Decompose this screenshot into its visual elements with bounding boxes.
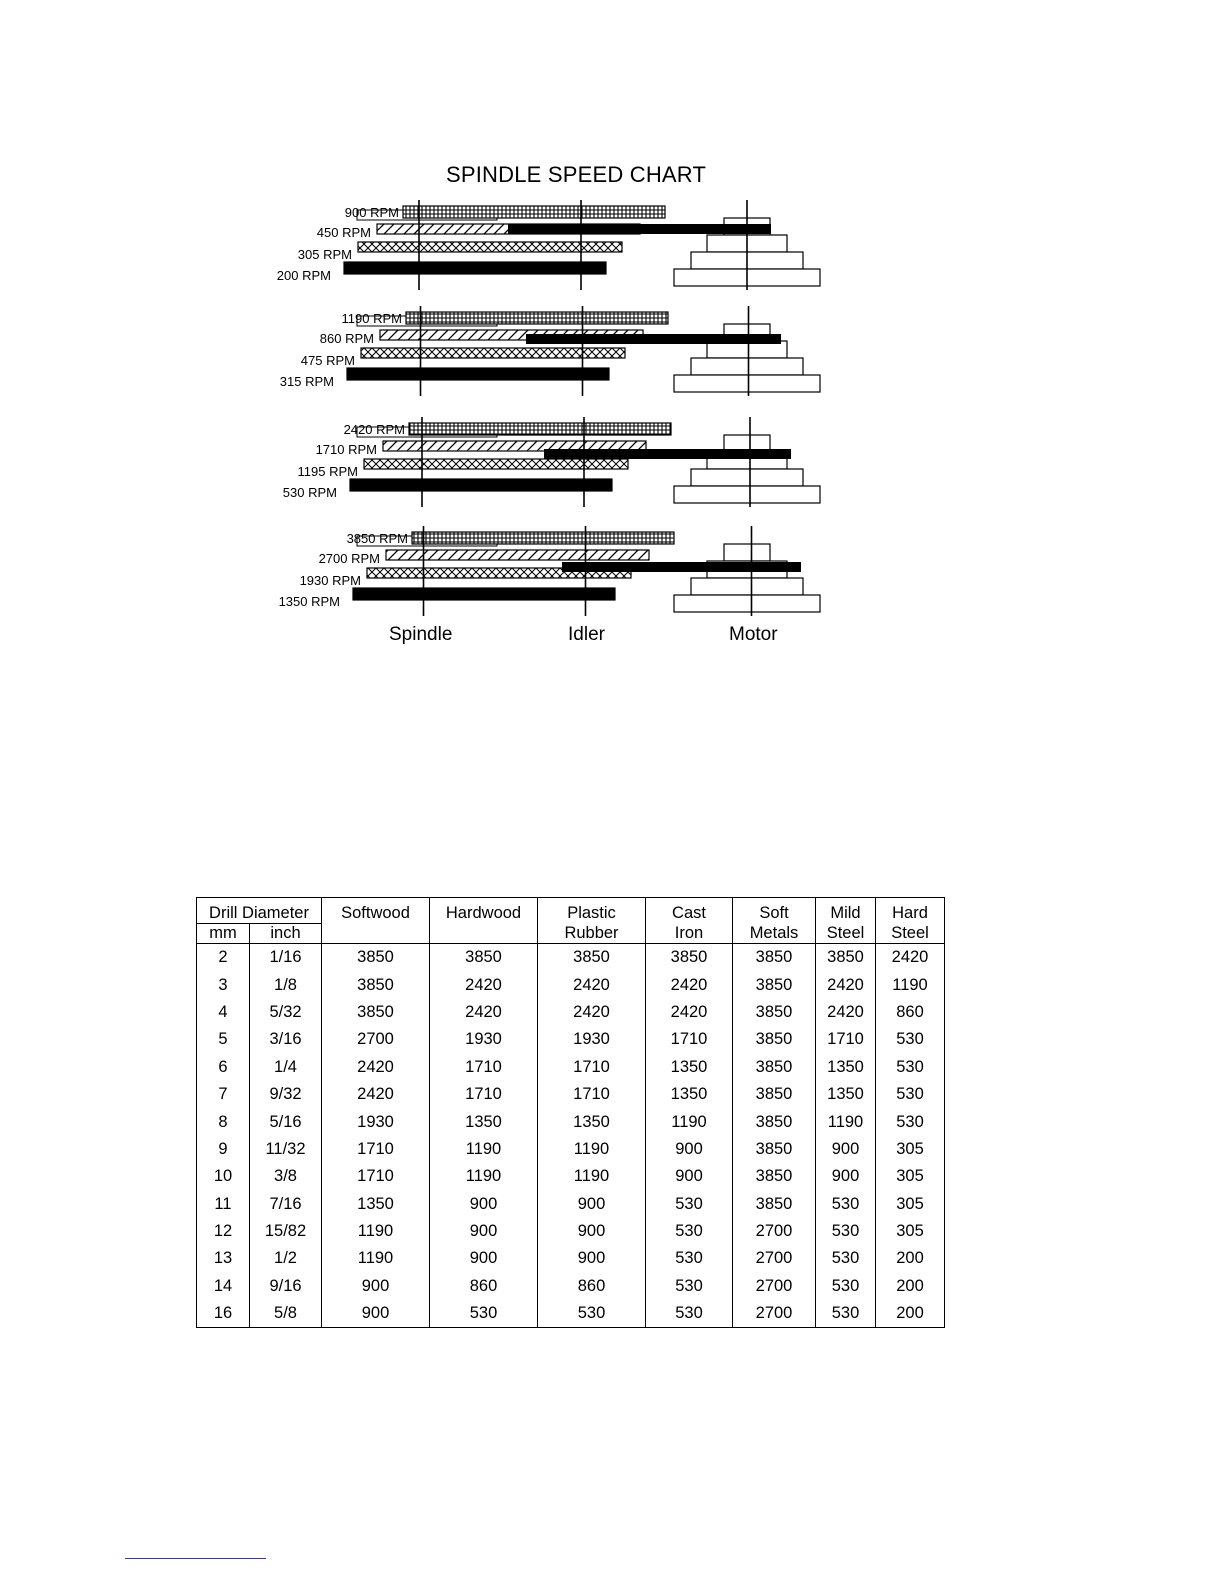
table-cell: 5/16 [250, 1108, 322, 1135]
table-cell: 9/16 [250, 1273, 322, 1300]
table-cell: 6 [197, 1054, 250, 1081]
table-cell: 200 [876, 1300, 945, 1328]
table-cell: 900 [322, 1300, 430, 1328]
table-cell: 305 [876, 1218, 945, 1245]
table-cell: 900 [430, 1191, 538, 1218]
header-soft: Soft [733, 898, 816, 924]
table-cell: 900 [322, 1273, 430, 1300]
table-cell: 3850 [322, 999, 430, 1026]
table-cell: 1710 [816, 1026, 876, 1053]
table-cell: 1350 [646, 1054, 733, 1081]
table-cell: 3850 [733, 1081, 816, 1108]
rpm-label: 1930 RPM [299, 573, 361, 588]
table-cell: 530 [876, 1081, 945, 1108]
belt-speed-diagram [0, 0, 1224, 700]
table-cell: 900 [816, 1136, 876, 1163]
table-cell: 1190 [538, 1136, 646, 1163]
table-cell: 3850 [816, 944, 876, 972]
rpm-label: 305 RPM [297, 247, 352, 262]
table-cell: 2420 [646, 999, 733, 1026]
table-cell: 2420 [430, 971, 538, 998]
table-cell: 530 [646, 1300, 733, 1328]
table-cell: 900 [646, 1163, 733, 1190]
chart-title: SPINDLE SPEED CHART [446, 162, 707, 187]
table-cell: 900 [430, 1218, 538, 1245]
table-cell: 900 [538, 1245, 646, 1272]
table-cell: 1190 [646, 1108, 733, 1135]
table-cell: 530 [816, 1245, 876, 1272]
table-row [197, 1191, 945, 1218]
motor-pulley-step [691, 578, 803, 595]
table-cell: 3850 [430, 944, 538, 972]
table-cell: 1350 [430, 1108, 538, 1135]
belt-bar [409, 423, 671, 435]
motor-pulley-step [691, 358, 803, 375]
table-cell: 1930 [430, 1026, 538, 1053]
motor-pulley-step [674, 375, 820, 392]
header-hard: Hard [876, 898, 945, 924]
table-cell: 11 [197, 1191, 250, 1218]
table-cell: 530 [816, 1273, 876, 1300]
table-cell: 1350 [646, 1081, 733, 1108]
table-cell: 530 [876, 1054, 945, 1081]
table-cell: 530 [876, 1108, 945, 1135]
table-cell: 3850 [538, 944, 646, 972]
rpm-label: 900 RPM [344, 205, 399, 220]
table-cell: 1190 [816, 1108, 876, 1135]
table-cell: 3/8 [250, 1163, 322, 1190]
axis-label-spindle: Spindle [389, 624, 453, 645]
table-cell: 1190 [430, 1163, 538, 1190]
table-cell: 3850 [733, 1191, 816, 1218]
motor-pulley-step [674, 486, 820, 503]
table-row [197, 1218, 945, 1245]
belt-bar [344, 262, 606, 274]
table-cell: 2700 [733, 1245, 816, 1272]
header-hard-steel: Steel [876, 924, 945, 944]
table-cell: 530 [876, 1026, 945, 1053]
table-cell: 7 [197, 1081, 250, 1108]
table-row [197, 1054, 945, 1081]
table-cell: 200 [876, 1273, 945, 1300]
rpm-label: 3850 RPM [346, 531, 408, 546]
header-iron: Iron [646, 924, 733, 944]
table-cell: 15/82 [250, 1218, 322, 1245]
table-cell: 2700 [733, 1273, 816, 1300]
table-cell: 530 [646, 1191, 733, 1218]
table-cell: 3850 [733, 1054, 816, 1081]
table-cell: 2700 [733, 1218, 816, 1245]
table-cell: 2420 [646, 971, 733, 998]
table-cell: 200 [876, 1245, 945, 1272]
table-cell: 860 [538, 1273, 646, 1300]
motor-pulley-step [724, 544, 770, 561]
table-cell: 7/16 [250, 1191, 322, 1218]
table-cell: 530 [816, 1218, 876, 1245]
table-cell: 3850 [646, 944, 733, 972]
table-cell: 1930 [538, 1026, 646, 1053]
table-cell: 1/8 [250, 971, 322, 998]
rpm-label: 1710 RPM [315, 442, 377, 457]
table-cell: 530 [646, 1273, 733, 1300]
motor-pulley-step [674, 595, 820, 612]
belt-bar [361, 348, 625, 358]
table-row [197, 1273, 945, 1300]
table-row [197, 1081, 945, 1108]
table-cell: 1190 [538, 1163, 646, 1190]
table-cell: 1350 [322, 1191, 430, 1218]
table-cell: 14 [197, 1273, 250, 1300]
header-rubber: Rubber [538, 924, 646, 944]
table-cell: 1710 [322, 1136, 430, 1163]
table-cell: 2420 [322, 1081, 430, 1108]
rpm-label: 2700 RPM [318, 551, 380, 566]
belt-bar [403, 206, 665, 218]
rpm-label: 1350 RPM [278, 594, 340, 609]
belt-bar [386, 550, 649, 560]
header-softwood: Softwood [322, 898, 430, 944]
header-mild: Mild [816, 898, 876, 924]
table-cell: 1190 [322, 1245, 430, 1272]
table-cell: 3850 [322, 971, 430, 998]
header-inch: inch [250, 924, 322, 944]
header-mild-steel: Steel [816, 924, 876, 944]
table-cell: 2420 [816, 971, 876, 998]
table-cell: 3850 [733, 971, 816, 998]
table-row [197, 999, 945, 1026]
table-row [197, 1108, 945, 1135]
table-cell: 2 [197, 944, 250, 972]
rpm-label: 2420 RPM [343, 422, 405, 437]
table-cell: 13 [197, 1245, 250, 1272]
table-cell: 1710 [646, 1026, 733, 1053]
table-cell: 5/8 [250, 1300, 322, 1328]
table-cell: 2420 [876, 944, 945, 972]
table-cell: 16 [197, 1300, 250, 1328]
belt-bar [358, 242, 622, 252]
table-cell: 530 [646, 1245, 733, 1272]
table-cell: 305 [876, 1163, 945, 1190]
table-cell: 900 [646, 1136, 733, 1163]
table-cell: 1350 [538, 1108, 646, 1135]
table-cell: 9/32 [250, 1081, 322, 1108]
rpm-label: 200 RPM [276, 268, 331, 283]
table-row [197, 971, 945, 998]
table-cell: 305 [876, 1136, 945, 1163]
table-cell: 1710 [322, 1163, 430, 1190]
table-cell: 3850 [733, 1136, 816, 1163]
motor-pulley-step [691, 469, 803, 486]
rpm-label: 1190 RPM [341, 311, 402, 326]
belt-bar [350, 479, 612, 491]
table-cell: 1190 [876, 971, 945, 998]
rpm-label: 1195 RPM [297, 464, 358, 479]
table-cell: 1710 [430, 1081, 538, 1108]
table-cell: 5/32 [250, 999, 322, 1026]
motor-belt [508, 224, 771, 234]
motor-belt [526, 334, 781, 344]
table-cell: 5 [197, 1026, 250, 1053]
belt-groups [277, 200, 820, 616]
rpm-label: 450 RPM [316, 225, 371, 240]
table-cell: 9 [197, 1136, 250, 1163]
table-cell: 1930 [322, 1108, 430, 1135]
table-cell: 1/4 [250, 1054, 322, 1081]
table-cell: 860 [430, 1273, 538, 1300]
table-cell: 2420 [538, 971, 646, 998]
table-cell: 530 [646, 1218, 733, 1245]
header-metals: Metals [733, 924, 816, 944]
table-row [197, 944, 945, 972]
table-cell: 900 [816, 1163, 876, 1190]
table-cell: 12 [197, 1218, 250, 1245]
table-cell: 2420 [430, 999, 538, 1026]
table-cell: 1190 [322, 1218, 430, 1245]
table-row [197, 1163, 945, 1190]
table-cell: 3850 [733, 1108, 816, 1135]
table-cell: 530 [816, 1300, 876, 1328]
belt-bar [406, 312, 668, 324]
footnote-rule [125, 1558, 266, 1559]
belt-bar [364, 459, 628, 469]
table-cell: 1/2 [250, 1245, 322, 1272]
table-cell: 1350 [816, 1081, 876, 1108]
table-cell: 530 [430, 1300, 538, 1328]
table-cell: 1/16 [250, 944, 322, 972]
table-cell: 3 [197, 971, 250, 998]
table-cell: 3850 [733, 944, 816, 972]
table-cell: 1710 [430, 1054, 538, 1081]
table-cell: 530 [538, 1300, 646, 1328]
table-row [197, 1300, 945, 1328]
header-cast: Cast [646, 898, 733, 924]
belt-bar [353, 588, 615, 600]
table-body [197, 944, 945, 1328]
speed-table [196, 897, 945, 1328]
table-cell: 305 [876, 1191, 945, 1218]
table-cell: 900 [430, 1245, 538, 1272]
table-cell: 11/32 [250, 1136, 322, 1163]
table-cell: 4 [197, 999, 250, 1026]
table-cell: 2700 [322, 1026, 430, 1053]
table-row [197, 1026, 945, 1053]
table-cell: 3/16 [250, 1026, 322, 1053]
table-cell: 2700 [733, 1300, 816, 1328]
axis-label-motor: Motor [729, 624, 778, 645]
table-cell: 2420 [816, 999, 876, 1026]
table-cell: 1190 [430, 1136, 538, 1163]
motor-belt [562, 562, 801, 572]
belt-bar [347, 368, 609, 380]
table-cell: 900 [538, 1191, 646, 1218]
table-cell: 530 [816, 1191, 876, 1218]
header-hardwood: Hardwood [430, 898, 538, 944]
table-cell: 1350 [816, 1054, 876, 1081]
axis-label-idler: Idler [568, 624, 605, 645]
table-row [197, 1245, 945, 1272]
table-cell: 2420 [322, 1054, 430, 1081]
table-cell: 3850 [322, 944, 430, 972]
header-drill-diameter: Drill Diameter [197, 898, 322, 924]
table-cell: 3850 [733, 1163, 816, 1190]
rpm-label: 860 RPM [319, 331, 374, 346]
motor-belt [544, 449, 791, 459]
table-cell: 2420 [538, 999, 646, 1026]
table-row [197, 1136, 945, 1163]
header-plastic: Plastic [538, 898, 646, 924]
belt-bar [412, 532, 674, 544]
header-mm: mm [197, 924, 250, 944]
rpm-label: 315 RPM [279, 374, 334, 389]
table-cell: 1710 [538, 1054, 646, 1081]
table-cell: 8 [197, 1108, 250, 1135]
rpm-label: 475 RPM [300, 353, 355, 368]
table-cell: 1710 [538, 1081, 646, 1108]
table-cell: 3850 [733, 999, 816, 1026]
rpm-label: 530 RPM [282, 485, 337, 500]
table-cell: 900 [538, 1218, 646, 1245]
table-cell: 3850 [733, 1026, 816, 1053]
table-cell: 860 [876, 999, 945, 1026]
table-cell: 10 [197, 1163, 250, 1190]
